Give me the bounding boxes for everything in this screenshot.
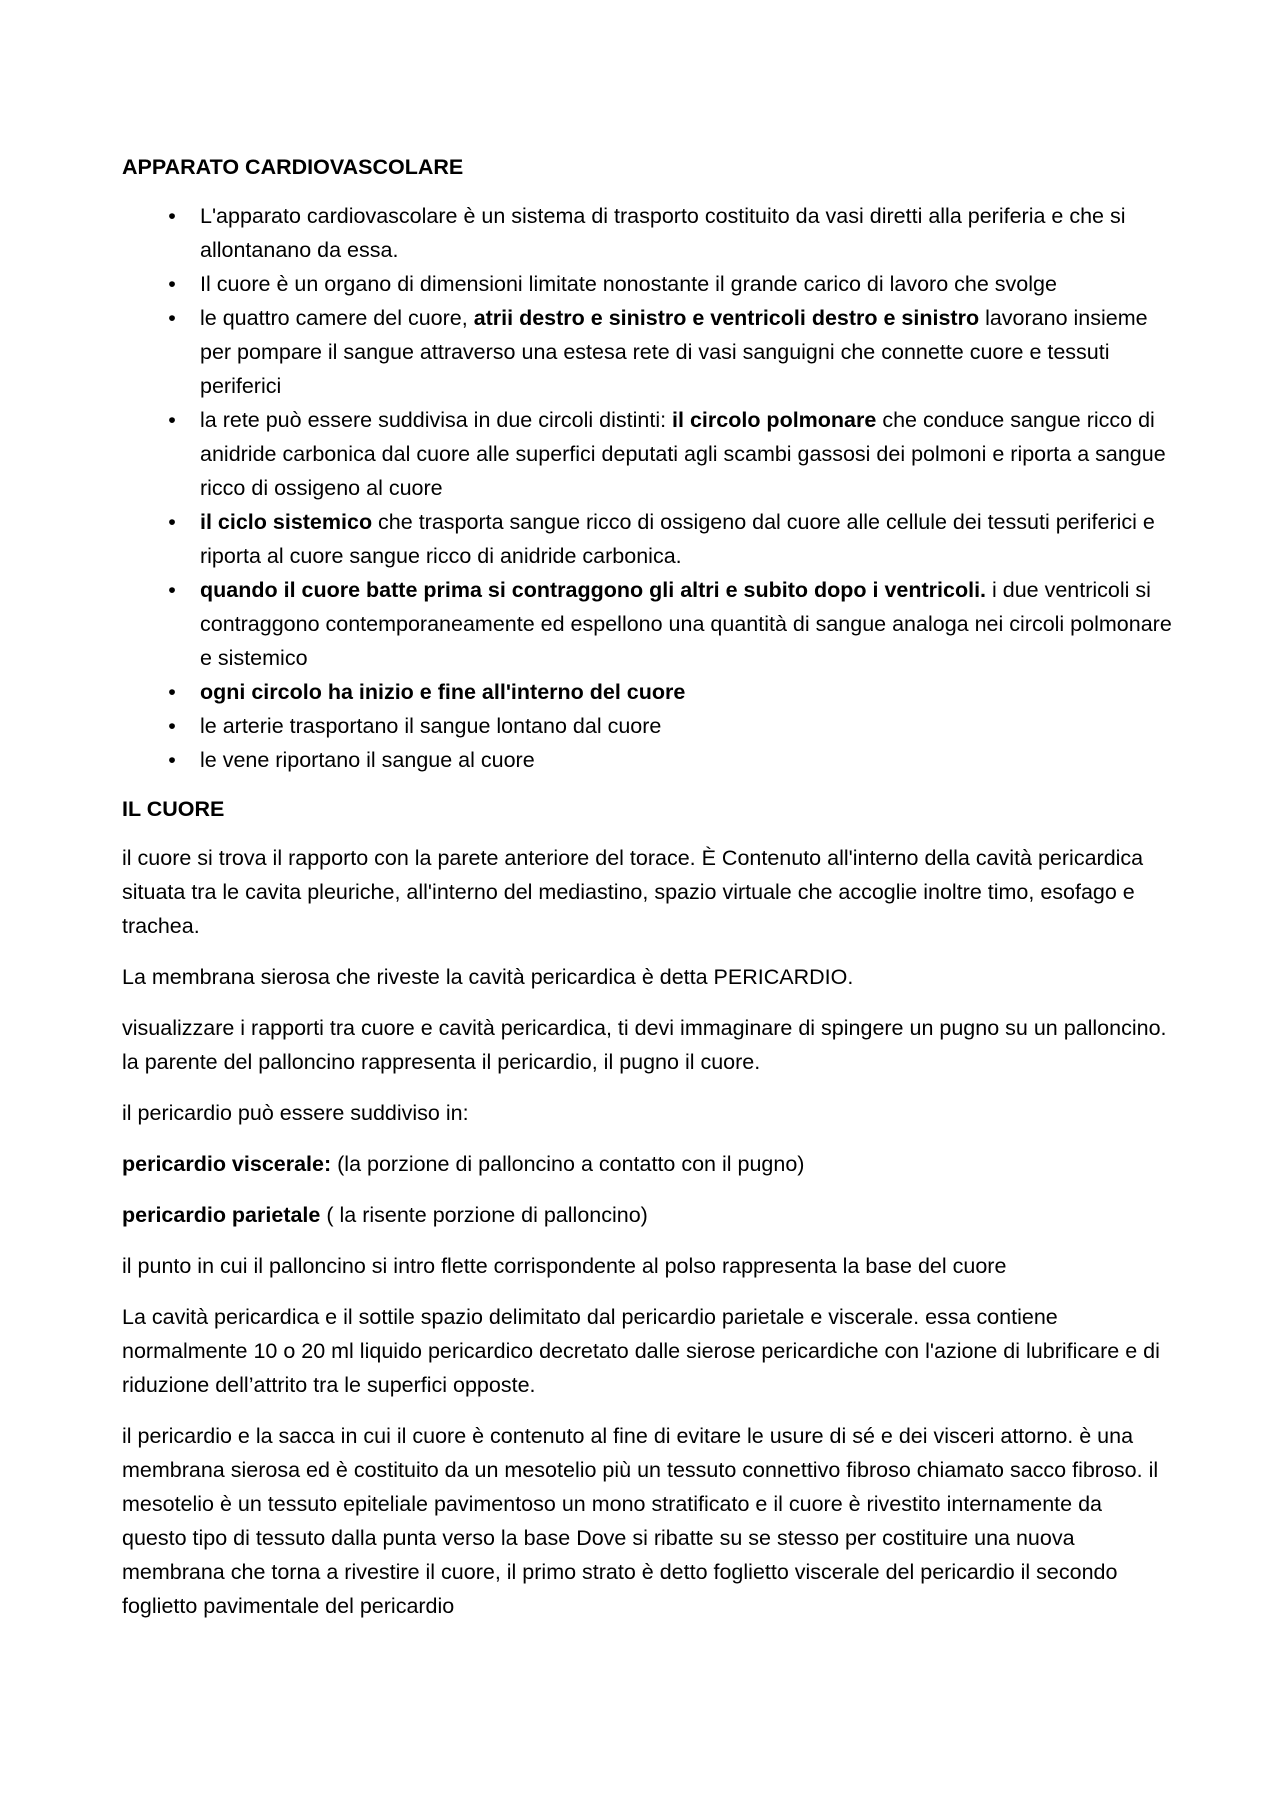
- paragraph: il pericardio può essere suddiviso in:: [122, 1101, 469, 1125]
- bullet-icon: •: [168, 578, 176, 602]
- paragraph: il cuore si trova il rapporto con la parete anteriore del torace. È Contenuto all'interno della cavità pericardica situata tra le cavita pleuriche, all'interno del mediastino, spazio virtuale che accoglie inoltre timo, esofago e trachea.: [122, 846, 1144, 938]
- bullet-icon: •: [168, 204, 176, 228]
- bullet-item: • le quattro camere del cuore, atrii destro e sinistro e ventricoli destro e sinistro lavorano insieme per pompare il sangue attraverso una estesa rete di vasi sanguigni che connette cuore e tessuti periferici: [122, 301, 1172, 403]
- bullet-icon: •: [168, 714, 176, 738]
- paragraph: La cavità pericardica e il sottile spazio delimitato dal pericardio parietale e viscerale. essa contiene normalmente 10 o 20 ml liquido pericardico decretato dalle sierose pericardiche con l'azione di lubrificare e di riduzione dell’attrito tra le superfici opposte.: [122, 1305, 1160, 1397]
- paragraph: il pericardio e la sacca in cui il cuore è contenuto al fine di evitare le usure di sé e dei visceri attorno. è una membrana sierosa ed è costituito da un mesotelio più un tessuto connettivo fibroso chiamato sacco fibroso. il mesotelio è un tessuto epiteliale pavimentoso un mono stratificato e il cuore è rivestito internamente da questo tipo di tessuto dalla punta verso la base Dove si ribatte su se stesso per costituire una nuova membrana che torna a rivestire il cuore, il primo strato è detto foglietto viscerale del pericardio il secondo foglietto pavimentale del pericardio: [122, 1424, 1159, 1618]
- paragraph: La membrana sierosa che riveste la cavità pericardica è detta PERICARDIO.: [122, 965, 854, 989]
- bullet-item: • ogni circolo ha inizio e fine all'interno del cuore: [122, 675, 1172, 709]
- bullet-item: • le arterie trasportano il sangue lontano dal cuore: [122, 709, 1172, 743]
- bullet-item: • la rete può essere suddivisa in due circoli distinti: il circolo polmonare che conduce sangue ricco di anidride carbonica dal cuore alle superfici deputati agli scambi gassosi dei polmoni e riporta a sangue ricco di ossigeno al cuore: [122, 403, 1172, 505]
- document-title: APPARATO CARDIOVASCOLARE: [122, 155, 464, 179]
- bullet-icon: •: [168, 680, 176, 704]
- paragraph: visualizzare i rapporti tra cuore e cavità pericardica, ti devi immaginare di spingere un pugno su un palloncino. la parente del palloncino rappresenta il pericardio, il pugno il cuore.: [122, 1016, 1167, 1074]
- bullet-item: • le vene riportano il sangue al cuore: [122, 743, 1172, 777]
- bullet-icon: •: [168, 408, 176, 432]
- bullet-icon: •: [168, 272, 176, 296]
- paragraph: pericardio viscerale: (la porzione di palloncino a contatto con il pugno): [122, 1152, 805, 1176]
- bullet-list: [122, 199, 1172, 777]
- bullet-icon: •: [168, 306, 176, 330]
- bullet-icon: •: [168, 748, 176, 772]
- bullet-item: • il ciclo sistemico che trasporta sangue ricco di ossigeno dal cuore alle cellule dei tessuti periferici e riporta al cuore sangue ricco di anidride carbonica.: [122, 505, 1172, 573]
- paragraph: il punto in cui il palloncino si intro flette corrispondente al polso rappresenta la base del cuore: [122, 1254, 1007, 1278]
- bullet-item: • Il cuore è un organo di dimensioni limitate nonostante il grande carico di lavoro che svolge: [122, 267, 1172, 301]
- paragraph: pericardio parietale ( la risente porzione di palloncino): [122, 1203, 648, 1227]
- document-page: [122, 150, 1172, 1640]
- bullet-icon: •: [168, 510, 176, 534]
- bullet-item: • L'apparato cardiovascolare è un sistema di trasporto costituito da vasi diretti alla periferia e che si allontanano da essa.: [122, 199, 1172, 267]
- bullet-item: • quando il cuore batte prima si contraggono gli altri e subito dopo i ventricoli. i due ventricoli si contraggono contemporaneamente ed espellono una quantità di sangue analoga nei circoli polmonare e sistemico: [122, 573, 1172, 675]
- section-heading: IL CUORE: [122, 797, 225, 821]
